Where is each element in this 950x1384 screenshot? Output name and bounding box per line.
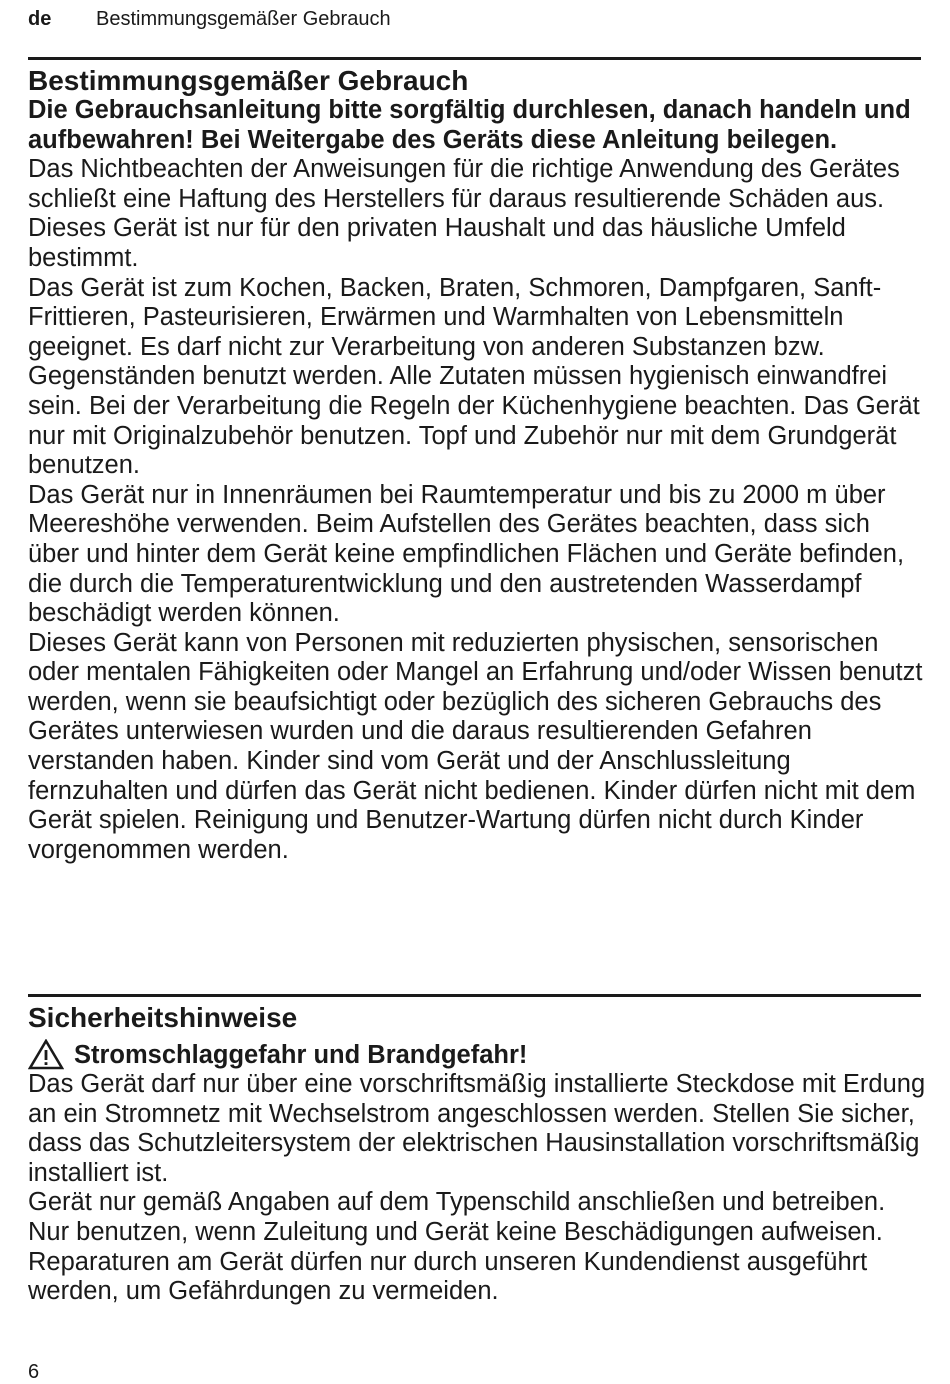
paragraph: Das Nichtbeachten der Anweisungen für die richtige Anwendung des Gerätes schließt eine Haftung des Herstellers für daraus resultierende Schäden aus. xyxy=(28,155,900,213)
section-intended-use xyxy=(28,66,928,865)
paragraph: Das Gerät nur in Innenräumen bei Raumtemperatur und bis zu 2000 m über Meereshöhe verwenden. Beim Aufstellen des Gerätes beachten, dass sich über und hinter dem Gerät keine empfindlichen Flächen und Geräte befinden, die durch die Temperaturentwicklung und den austretenden Wasserdampf beschädigt werden können. xyxy=(28,480,905,628)
running-head xyxy=(28,6,922,32)
paragraph: Das Gerät darf nur über eine vorschriftsmäßig installierte Steckdose mit Erdung an ein Stromnetz mit Wechselstrom angeschlossen werden. Stellen Sie sicher, dass das Schutzleitersystem der elektrischen Hausinstallation vorschriftsmäßig installiert ist. xyxy=(28,1070,926,1187)
paragraph: Das Gerät ist zum Kochen, Backen, Braten, Schmoren, Dampfgaren, Sanft-Frittieren, Pasteurisieren, Erwärmen und Warmhalten von Lebensmitteln geeignet. Es darf nicht zur Verarbeitung von anderen Substanzen bzw. Gegenständen benutzt werden. Alle Zutaten müssen hygienisch einwandfrei sein. Bei der Verarbeitung die Regeln der Küchenhygiene beachten. Das Gerät nur mit Originalzubehör benutzen. Topf und Zubehör nur mit dem Grundgerät benutzen. xyxy=(28,273,920,480)
warning-title: Stromschlaggefahr und Brandgefahr! xyxy=(74,1040,528,1069)
lead-paragraph: Die Gebrauchsanleitung bitte sorgfältig durchlesen, danach handeln und aufbewahren! Bei Weitergabe des Geräts diese Anleitung beilegen. xyxy=(28,96,911,154)
section-heading: Sicherheitshinweise xyxy=(28,1002,298,1033)
section-divider xyxy=(28,994,921,997)
paragraph: Gerät nur gemäß Angaben auf dem Typenschild anschließen und betreiben. Nur benutzen, wenn Zuleitung und Gerät keine Beschädigungen aufweisen. Reparaturen am Gerät dürfen nur durch unseren Kundendienst ausgeführt werden, um Gefährdungen zu vermeiden. xyxy=(28,1188,886,1306)
running-head-title: Bestimmungsgemäßer Gebrauch xyxy=(96,8,391,30)
section-heading: Bestimmungsgemäßer Gebrauch xyxy=(28,65,469,96)
paragraph: Dieses Gerät ist nur für den privaten Haushalt und das häusliche Umfeld bestimmt. xyxy=(28,214,846,272)
warning-heading xyxy=(28,1039,928,1070)
section-safety xyxy=(28,1001,928,1307)
header-divider xyxy=(28,57,921,60)
paragraph: Dieses Gerät kann von Personen mit reduzierten physischen, sensorischen oder mentalen Fähigkeiten oder Mangel an Erfahrung und/oder Wissen benutzt werden, wenn sie beaufsichtigt oder bezüglich des sicheren Gebrauchs des Gerätes unterwiesen wurden und die daraus resultierenden Gefahren verstanden haben. Kinder sind vom Gerät und der Anschlussleitung fernzuhalten und dürfen das Gerät nicht bedienen. Kinder dürfen nicht mit dem Gerät spielen. Reinigung und Benutzer-Wartung dürfen nicht durch Kinder vorgenommen werden. xyxy=(28,628,923,864)
warning-triangle-icon xyxy=(28,1039,64,1070)
language-code: de xyxy=(28,8,52,30)
page-number: 6 xyxy=(28,1361,40,1383)
